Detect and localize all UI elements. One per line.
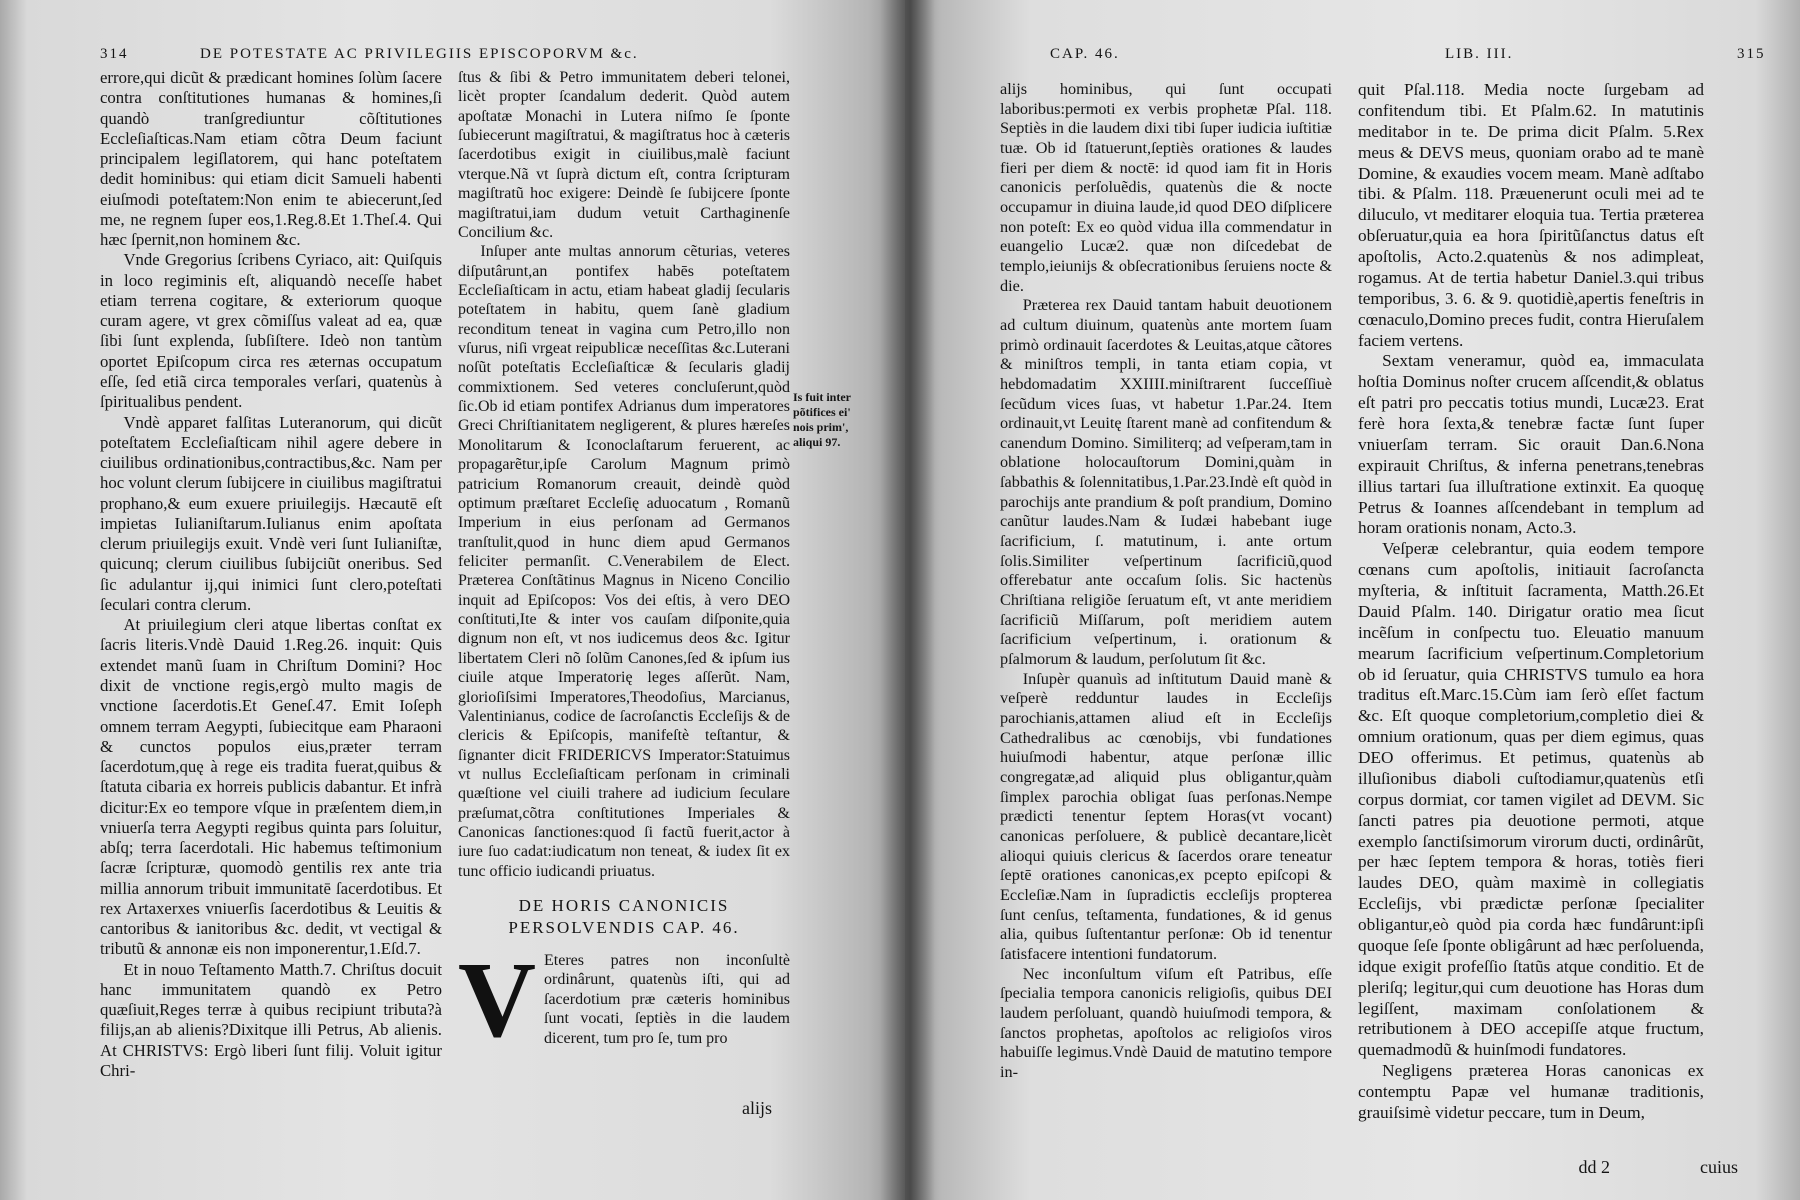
chapter-opening-text: Eteres patres non inconſultè ordinârunt, quatenùs iſti, qui ad ſacerdotium præ cæteris hominibus ſunt vocati, ſeptiès in die laudem dicerent, tum pro ſe, tum pro xyxy=(544,952,790,1047)
paragraph: errore,qui dicũt & prædicant homines ſolùm ſacere contra conſtitutiones humanas & homines,ſi quandò tranſgrediuntur cõſtitutiones Eccleſiaſticas.Nam etiam cõtra Deum faciunt principalem legiſlatorem, qui hanc poteſtatem dedit hominibus: qui etiam dicit Samueli habenti eiuſmodi poteſtatem:Non enim te abiecerunt,ſed me, ne regnem ſuper eos,1.Reg.8.Et 1.Theſ.4. Qui hæc ſpernit,non hominem &c. xyxy=(100,68,442,250)
paragraph: Inſupèr quanuìs ad inſtitutum Dauid manè & veſperè redduntur laudes in Eccleſijs parochianis,attamen aliud eſt in Eccleſijs Cathedralibus ac cœnobijs, vbi fundationes huiuſmodi habentur, atque perſonæ illic congregatæ,ad aliquid plus obligantur,quàm ſimplex parochia obligat ſuas perſonas.Nempe prædicti tenentur ſeptem Horas(vt vocant) canonicas perſoluere, & publicè decantare,licèt alioqui quiuis clericus & ſacerdos orare teneatur ſeptē orationes canonicas,ex pcepto epiſcopi & Eccleſiæ.Nam in ſupradictis eccleſijs propterea ſunt cenſus, teſtamenta, fundationes, & id genus alia, quibus ſuſtentantur perſonæ: Ob id tenentur ſatisfacere intentioni fundatorum. xyxy=(1000,669,1332,963)
paragraph: Nec inconſultum viſum eſt Patribus, eſſe ſpecialia tempora canonicis religioſis, quibus DEI laudem perſoluant, quandò huiuſmodi tempora, & ſanctos prophetas, apoſtolos ac religioſos viros habuiſſe legimus.Vndè Dauid de matutino tempore in- xyxy=(1000,964,1332,1081)
right-page xyxy=(905,0,1800,1200)
marginal-note: Is fuit inter põtifices ei' nois prim', aliqui 97. xyxy=(793,390,851,449)
drop-cap: V xyxy=(458,941,536,1061)
left-running-head: DE POTESTATE AC PRIVILEGIIS EPISCOPORVM &c. xyxy=(200,46,639,62)
signature-mark: dd 2 xyxy=(1578,1157,1610,1177)
left-column-1 xyxy=(100,68,442,1081)
paragraph: quit Pſal.118. Media nocte ſurgebam ad confitendum tibi. Et Pſalm.62. In matutinis meditabor in te. De prima dicit Pſalm. 5.Rex meus & DEVS meus, quoniam orabo ad te manè Domine, & exaudies vocem meam. Manè adſtabo tibi. & Pſalm. 118. Præuenerunt oculi mei ad te diluculo, vt meditarer eloquia tua. Tertia præterea obſeruatur,quia ea hora ſpiritũſanctus datus eſt apoſtolis, Acto.2.quatenùs & nos adimpleat, rogamus. At de tertia habetur Daniel.3.qui tribus temporibus, 3. 6. & 9. quotidiè,apertis feneſtris in cœnaculo,Domino preces fudit, contra Hieruſalem faciem vertens. xyxy=(1358,80,1704,350)
paragraph: alijs hominibus, qui ſunt occupati laboribus:permoti ex verbis prophetæ Pſal. 118. Septiès in die laudem dixi tibi ſuper iudicia iuſtitiæ tuæ. Ob id ſtatuerunt,ſeptiès orationes & laudes fieri per diem & noctē: id quod iam fit in Horis canonicis perſoluẽdis, quatenùs die & nocte occupamur in diuina laude,id quod DEO diſplicere non poteſt: Ex eo quòd vidua illa commendatur in euangelio Lucæ2. quæ non diſcedebat de templo,ieiunijs & obſecrationibus ſeruiens nocte & die. xyxy=(1000,80,1332,295)
right-column-1 xyxy=(1000,80,1332,1082)
left-page-number: 314 xyxy=(100,46,129,62)
paragraph: Inſuper ante multas annorum cẽturias, veteres diſputârunt,an pontifex habēs poteſtatem Eccleſiaſticam in actu, etiam habeat gladij ſecularis poteſtatem in habitu, quem ſanè gladium reconditum teneat in vagina cum Petro,illo non vſurus, niſi vrgeat reipublicæ neceſſitas &c.Luterani noſũt poteſtatis Eccleſiaſticæ & ſecularis gladij commixtionem. Sed veteres concluſerunt,quòd ſic.Ob id etiam pontifex Adrianus dum imperatores Greci Chriſtianitatem negligerent, & plures hæreſes Monolitarum & Iconoclaſtarum feruerent, ac propagarẽtur,ipſe Carolum Magnum primò patricium Romanorum creauit, deindè quòd optimum præſtaret Eccleſię aduocatum , Romanũ Imperium in eius perſonam ad Germanos tranſtulit,quod in hunc diem apud Germanos feliciter permanſit. C.Venerabilem de Elect. Præterea Conſtãtinus Magnus in Niceno Concilio inquit ad Epiſcopos: Vos dei eſtis, à vero DEO conſtituti,Ite & inter vos cauſam diſponite,quia dignum non eſt, vt nos iudicemus deos &c. Igitur libertatem Cleri nõ ſolũm Canones,ſed & ipſum ius ciuile atque Imperatorię leges aſſerũt. Nam, glorioſiſsimi Imperatores,Theodoſius, Marcianus, Valentinianus, codice de ſacroſanctis Eccleſijs & de clericis & Epiſcopis, manifeſtè teſtantur, & ſignanter dicit FRIDERICVS Imperator:Statuimus vt nullus Eccleſiaſticam perſonam in criminali quæſtione vel ciuili trahere ad iudicium ſeculare præſumat,cõtra conſtitutiones Imperiales & Canonicas ſanctiones:quod ſi factũ fuerit,actor à iure ſuo cadat:iudicatum non teneat, & iudex ſit ex tunc officio iudicandi priuatus. xyxy=(458,243,790,880)
paragraph: Et in nouo Teſtamento Matth.7. Chriſtus docuit hanc immunitatem quandò ex Petro quæſiuit,Reges terræ à quibus recipiunt tributa?à filijs,an ab alienis?Dixitque illi Petrus, Ab alienis. At CHRISTVS: Ergò liberi ſunt filij. Voluit igitur Chri- xyxy=(100,959,442,1081)
paragraph: Veſperæ celebrantur, quia eodem tempore cœnans cum apoſtolis, initiauit ſacroſancta myſteria, & inſtituit ſacramenta, Matth.26.Et Dauid Pſalm. 140. Dirigatur oratio mea ſicut incẽſum in conſpectu tuo. Eleuatio manuum mearum ſacrificium veſpertinum.Completorium ob id ſeruatur, quia CHRISTVS tumulo ea hora traditus eſt.Marc.15.Cùm iam ſerò eſſet factum &c. Eſt quoque completorium,completio diei & omnium orationum, quas per diem egimus, quas DEO offerimus. Et petimus, quatenùs ab illuſionibus diaboli cuſtodiamur,quatenùs etſi corpus dormiat, cor tamen vigilet ad DEVM. Sic ſancti patres pia deuotione permoti, atque exemplo ſanctiſsimorum virorum ducti, ordinârũt, per hæc ſeptem tempora & horas, totiès fieri laudes DEO, quàm maximè in collegiatis Eccleſijs, vbi prædictæ perſonæ ſpecialiter obligantur,eò quòd pia corda hæc fundârunt:ipſi quoque ſeſe ſponte obligârunt ad hæc perſoluenda, idque exigit profeſſio ſtatũs atque conditio. Et de pleriſq; legitur,qui cum deuotione has Horas dum legiſſent, maximam conſolationem & retributionem à DEO accepiſſe atque fructum, quemadmodũ & huinſmodi fundatores. xyxy=(1358,539,1704,1060)
paragraph: Præterea rex Dauid tantam habuit deuotionem ad cultum diuinum, quatenùs ante mortem ſuam primò ordinauit ſacerdotes & Leuitas,atque cãtores & miniſtros templi, in tanta etiam copia, vt hebdomadatim XXIIII.miniſtrarent ſucceſſiuè ſecũdum vices ſuas, vt habetur 1.Par.24. Item ordinauit,vt Leuitę ſtarent manè ad confitendum & canendum Domino. Similiterq; ad veſperam,tam in oblatione holocauſtorum Domini,quàm in ſabbathis & ſolennitatibus,1.Par.23.Indè eſt quòd in parochijs ante prandium & poſt prandium, Domino canũtur laudes.Nam & Iudæi habebant iuge ſacrificium, ſ. matutinum, i. ante ortum ſolis.Similiter veſpertinum ſacrificiũ,quod offerebatur ante occaſum ſolis. Sic hactenùs Chriſtiana religiõe ſeruatum eſt, vt ante meridiem ſacrificiũ Miſſarum, poſt meridiem autem ſacrificium veſpertinum, i. orationum & pſalmorum & laudum, perſolutum ſit &c. xyxy=(1000,296,1332,669)
paragraph: Vnde Gregorius ſcribens Cyriaco, ait: Quiſquis in loco regiminis eſt, aliquandò neceſſe habet etiam terrena cogitare, & exteriorum quoque curam agere, vt grex cõmiſſus valeat ad ea, quæ ſibi ſunt explenda, ſubſiſtere. Ideò non tantùm oportet Epiſcopum circa res æternas occupatum eſſe, ſed etiã circa temporales verſari, quatenùs à ſpiritualibus pendent. xyxy=(100,250,442,412)
right-running-head-right: LIB. III. xyxy=(1445,46,1514,62)
paragraph: ſtus & ſibi & Petro immunitatem deberi telonei, licèt propter ſcandalum dederit. Quòd autem apoſtatæ Monachi in Lutera niſmo ſe ſponte ſubiecerunt magiſtratui, & magiſtratus hoc à cæteris ſacerdotibus exigit in ciuilibus,malè faciunt vterque.Nã vt ſuprà dictum eſt, contra ſcripturam magiſtratũ hoc exigere: Deindè ſe ſubijcere ſponte magiſtratui,iam dudum vetuit Carthaginenſe Concilium &c. xyxy=(458,69,790,241)
paragraph: Sextam veneramur, quòd ea, immaculata hoſtia Dominus noſter crucem aſſcendit,& oblatus eſt patri pro peccatis totius mundi, Lucæ23. Erat ferè hora ſexta,& tenebræ factæ ſunt ſuper vniuerſam terram. Sic orauit Dan.6.Nona expirauit Chriſtus, & inferna penetrans,tenebras illius tartari ſua illuſtratione extinxit. Ea quoquę Petrus & Ioannes aſſcendebant in templum ad horam orationis nonam, Acto.3. xyxy=(1358,351,1704,538)
right-catchword: cuius xyxy=(1700,1157,1738,1177)
chapter-opening xyxy=(458,941,790,1061)
paragraph: At priuilegium cleri atque libertas conſtat ex ſacris literis.Vndè Dauid 1.Reg.26. inquit: Quis extendet manũ ſuam in Chriſtum Domini? Hoc dixit de vnctione regis,ergò multo magis de vnctione ſacerdotis.Et Geneſ.47. Emit Ioſeph omnem terram Aegypti, ſubiecitque eam Pharaoni & cunctos populos eius,præter terram ſacerdotum,quę à rege eis tradita fuerat,quibus & ſtatuta cibaria ex horreis publicis dabantur. Et infrà dicitur:Ex eo tempore vſque in præſentem diem,in vniuerſa terra Aegypti regibus quinta pars ſoluitur, abſq; terra ſacerdotali. Hic habemus teſtimonium ſacræ ſcripturæ, quomodò gentilis rex ante tria millia annorum tribuit immunitatē ſacerdotibus. Et rex Artaxerxes vniuerſis ſacerdotibus & Leuitis & cantoribus & ianitoribus &c. dedit, vt vectigal & tributũ & annonæ eis non imponerentur,1.Eſd.7. xyxy=(100,615,442,959)
right-running-head-center: CAP. 46. xyxy=(1050,46,1120,62)
paragraph: Vndè apparet falſitas Luteranorum, qui dicũt poteſtatem Eccleſiaſticam nihil agere debere in ciuilibus ordinationibus,contractibus,&c. Nam per hoc volunt clerum ſubijcere in ciuilibus magiſtratui prophano,& eum exuere priuilegijs. Hæcautē eſt impietas Iulianiſtarum.Iulianus enim apoſtata clerum priuilegijs exuit. Vndè veri ſunt Iulianiſtæ, quicunq; clerum ciuilibus ſubijciũt oneribus. Sed ſic adulantur ij,qui inimici ſunt clero,poteſtati ſeculari contra clerum. xyxy=(100,412,442,614)
paragraph: Negligens præterea Horas canonicas ex contemptu Papæ vel humanæ traditionis, grauiſsimè videtur peccare, tum in Deum, xyxy=(1358,1061,1704,1122)
right-page-number: 315 xyxy=(1737,46,1766,62)
left-catchword: alijs xyxy=(742,1098,772,1118)
chapter-heading: DE HORIS CANONICIS PERSOLVENDIS CAP. 46. xyxy=(508,896,740,938)
left-column-2 xyxy=(458,68,790,1061)
signature-catchword xyxy=(1579,1157,1739,1178)
right-column-2 xyxy=(1358,80,1704,1124)
